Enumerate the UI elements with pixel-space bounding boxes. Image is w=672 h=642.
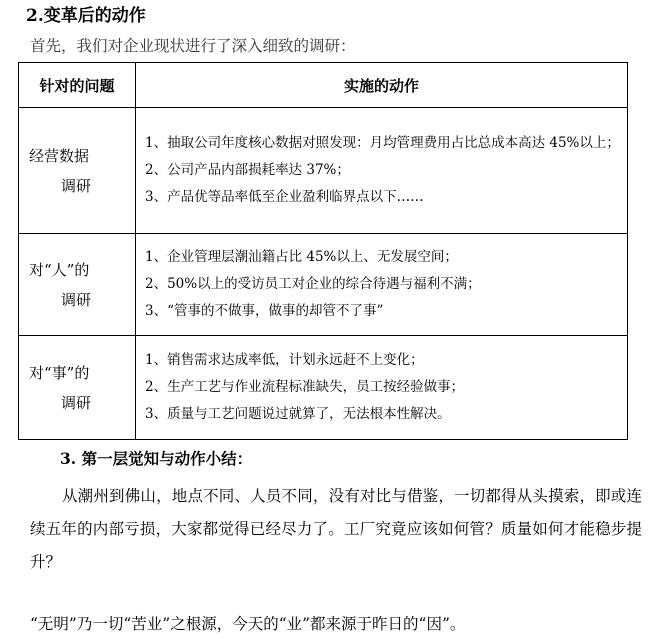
action-item: 1、企业管理层潮汕籍占比 45%以上、无发展空间； <box>145 249 458 265</box>
header-issue: 针对的问题 <box>19 63 136 108</box>
actions-cell <box>136 336 628 440</box>
action-item: 1、抽取公司年度核心数据对照发现：月均管理费用占比总成本高达 45%以上； <box>145 135 620 151</box>
action-item: 2、生产工艺与作业流程标准缺失，员工按经验做事； <box>145 379 465 395</box>
issue-cell <box>19 108 136 234</box>
table-header-row <box>19 63 628 108</box>
header-actions: 实施的动作 <box>136 63 628 108</box>
issue-label: 对“事”的 <box>29 363 90 382</box>
actions-cell <box>136 108 628 234</box>
issue-label-suffix: 调研 <box>61 393 92 412</box>
action-item: 3、“管事的不做事，做事的却管不了事” <box>145 303 384 319</box>
action-item: 1、销售需求达成率低，计划永远赶不上变化； <box>145 352 424 368</box>
issue-label-suffix: 调研 <box>61 290 92 309</box>
action-item: 3、质量与工艺问题说过就算了，无法根本性解决。 <box>145 406 451 422</box>
issues-actions-table <box>18 62 628 440</box>
table-row <box>19 234 628 336</box>
issue-label: 经营数据 <box>29 146 90 165</box>
issue-label-suffix: 调研 <box>61 176 92 195</box>
section-3-heading: 3. 第一层觉知与动作小结： <box>60 449 253 468</box>
section-2-intro: 首先，我们对企业现状进行了深入细致的调研： <box>30 37 356 55</box>
table-row <box>19 108 628 234</box>
action-item: 3、产品优等品率低至企业盈利临界点以下…… <box>145 189 424 205</box>
closing-quote: “无明”乃一切“苦业”之根源，今天的“业”都来源于昨日的“因”。 <box>30 615 466 633</box>
issue-label: 对“人”的 <box>29 260 90 279</box>
issue-cell <box>19 336 136 440</box>
issue-cell <box>19 234 136 336</box>
actions-cell <box>136 234 628 336</box>
summary-paragraph: 从潮州到佛山，地点不同、人员不同，没有对比与借鉴，一切都得从头摸索，即或连续五年的内部亏损，大家都觉得已经尽力了。工厂究竟应该如何管？质量如何才能稳步提升？ <box>30 487 642 571</box>
action-item: 2、50%以上的受访员工对企业的综合待遇与福利不满； <box>145 276 481 292</box>
section-2-heading: 2.变革后的动作 <box>26 6 146 26</box>
table-row <box>19 336 628 440</box>
action-item: 2、公司产品内部损耗率达 37%； <box>145 162 350 178</box>
